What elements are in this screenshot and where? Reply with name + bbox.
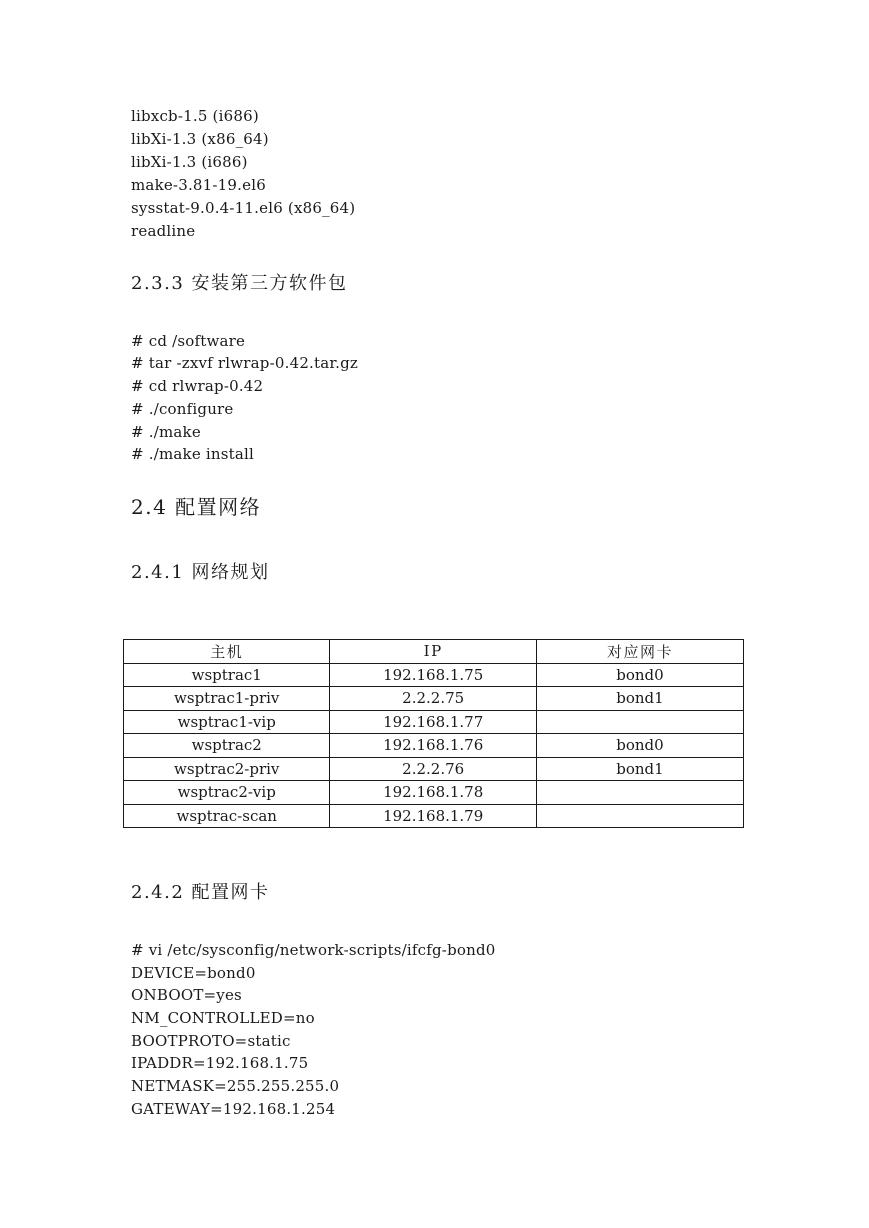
table-row (124, 710, 744, 734)
table-row (124, 781, 744, 805)
package-line: sysstat-9.0.4-11.el6 (x86_64) (131, 199, 356, 217)
config-line: BOOTPROTO=static (131, 1032, 291, 1050)
column-header-host: 主机 (124, 640, 330, 664)
cell-ip: 2.2.2.75 (330, 687, 536, 711)
table-header-row (124, 640, 744, 664)
command-line: # ./make install (131, 445, 254, 463)
section-heading-2-4-1: 2.4.1 网络规划 (131, 562, 270, 583)
table-row (124, 687, 744, 711)
cell-ip: 192.168.1.76 (330, 734, 536, 758)
config-line: # vi /etc/sysconfig/network-scripts/ifcfg-bond0 (131, 941, 496, 959)
cell-nic: bond1 (536, 757, 743, 781)
config-line: NM_CONTROLLED=no (131, 1009, 315, 1027)
cell-nic (536, 710, 743, 734)
cell-ip: 2.2.2.76 (330, 757, 536, 781)
cell-ip: 192.168.1.77 (330, 710, 536, 734)
cell-host: wsptrac1-priv (124, 687, 330, 711)
cell-ip: 192.168.1.75 (330, 663, 536, 687)
package-line: libXi-1.3 (x86_64) (131, 130, 269, 148)
cell-nic (536, 781, 743, 805)
section-heading-2-3-3: 2.3.3 安装第三方软件包 (131, 273, 348, 294)
command-line: # cd /software (131, 332, 246, 350)
table-row (124, 734, 744, 758)
table-row (124, 804, 744, 828)
cell-host: wsptrac2-priv (124, 757, 330, 781)
package-line: readline (131, 222, 196, 240)
command-line: # tar -zxvf rlwrap-0.42.tar.gz (131, 354, 358, 372)
config-line: NETMASK=255.255.255.0 (131, 1077, 340, 1095)
config-line: IPADDR=192.168.1.75 (131, 1054, 309, 1072)
cell-nic (536, 804, 743, 828)
cell-host: wsptrac1-vip (124, 710, 330, 734)
cell-ip: 192.168.1.78 (330, 781, 536, 805)
config-line: DEVICE=bond0 (131, 964, 256, 982)
cell-host: wsptrac-scan (124, 804, 330, 828)
cell-host: wsptrac1 (124, 663, 330, 687)
cell-host: wsptrac2 (124, 734, 330, 758)
cell-ip: 192.168.1.79 (330, 804, 536, 828)
package-line: libXi-1.3 (i686) (131, 153, 248, 171)
section-heading-2-4: 2.4 配置网络 (131, 495, 262, 519)
command-line: # cd rlwrap-0.42 (131, 377, 264, 395)
table-row (124, 663, 744, 687)
config-line: ONBOOT=yes (131, 986, 242, 1004)
table-row (124, 757, 744, 781)
command-line: # ./configure (131, 400, 234, 418)
column-header-ip: IP (330, 640, 536, 664)
column-header-nic: 对应网卡 (536, 640, 743, 664)
command-line: # ./make (131, 423, 201, 441)
network-plan-table (123, 639, 744, 828)
cell-nic: bond0 (536, 734, 743, 758)
cell-nic: bond0 (536, 663, 743, 687)
package-line: make-3.81-19.el6 (131, 176, 266, 194)
package-line: libxcb-1.5 (i686) (131, 107, 259, 125)
config-line: GATEWAY=192.168.1.254 (131, 1100, 336, 1118)
cell-nic: bond1 (536, 687, 743, 711)
section-heading-2-4-2: 2.4.2 配置网卡 (131, 882, 270, 903)
cell-host: wsptrac2-vip (124, 781, 330, 805)
